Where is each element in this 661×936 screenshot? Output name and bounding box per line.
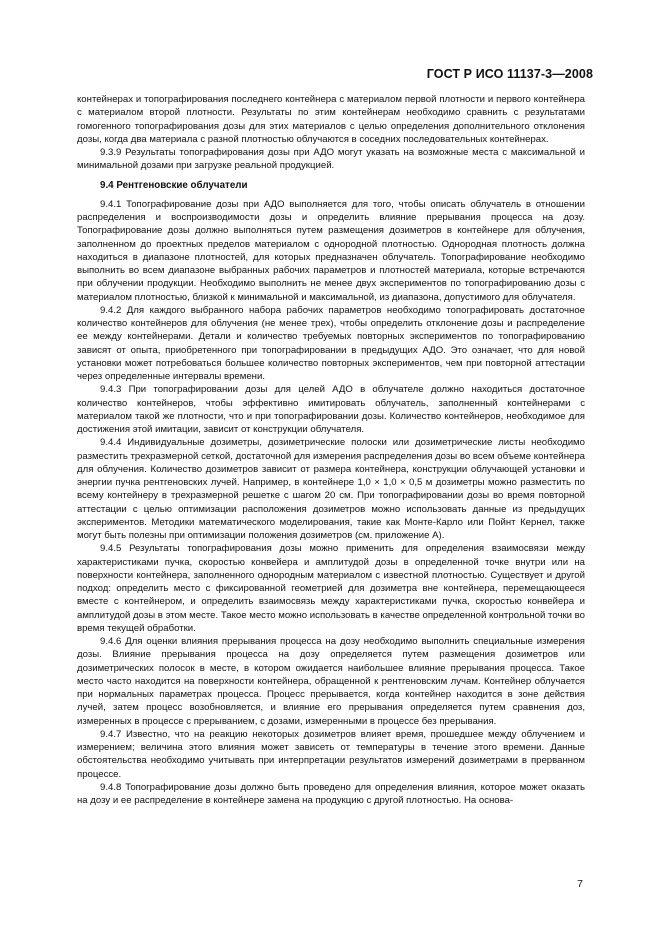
- paragraph-9-4-7: 9.4.7 Известно, что на реакцию некоторых дозиметров влияет время, прошедшее между облучением и измерением; величина этого влияния может зависеть от температуры в течение этого времени. Данные обстоятельства необходимо учитывать при интерпретации результатов измерений дозиметрами в прерванном процессе.: [77, 728, 585, 780]
- page-number: 7: [577, 878, 583, 890]
- paragraph-9-4-8: 9.4.8 Топографирование дозы должно быть проведено для определения влияния, которое может оказать на дозу и ее распределение в контейнере замена на продукцию с другой плотностью. На основа-: [77, 781, 585, 806]
- standard-header: ГОСТ Р ИСО 11137-3—2008: [426, 67, 593, 81]
- paragraph-9-4-5: 9.4.5 Результаты топографирования дозы можно применить для определения взаимосвязи между характеристиками пучка, скоростью конвейера и амплитудой дозы в определенной точке внутри или на поверхности контейнера, заполненного однородным материалом с известной плотностью. Существует и другой подход: определить место с фиксированной геометрией для дозиметра вне контейнера, перемещающееся вместе с контейнером, и определить взаимосвязь между характеристиками пучка, скоростью конвейера и амплитудой дозы в этом месте. Такое место можно использовать в качестве определенной контрольной точки во время текущей обработки.: [77, 543, 585, 634]
- section-heading-9-4: 9.4 Рентгеновские облучатели: [100, 179, 248, 191]
- paragraph-9-4-3: 9.4.3 При топографировании дозы для целей АДО в облучателе должно находиться достаточное количество контейнеров, чтобы эффективно имитировать облучатель, заполненный контейнерами с материалом такой же плотности, что и при топографировании дозы. Количество контейнеров, необходимое для достижения этой имитации, зависит от конструкции облучателя.: [77, 384, 585, 435]
- paragraph-9-4-1: 9.4.1 Топографирование дозы при АДО выполняется для того, чтобы описать облучатель в отношении распределения и воспроизводимости дозы и определить влияние прерывания процесса на дозу. Топографирование дозы должно выполняться путем размещения дозиметров в контейнере для облучения, заполненном до проектных пределов материалом с однородной плотностью. Однородная плотность должна находиться в диапазоне плотностей, для которых предназначен облучатель. Топографирование необходимо выполнить во всем диапазоне выбранных рабочих параметров и плотностей материала, которые встречаются при облучении продукции. Необходимо выполнить не менее двух экспериментов по топографированию дозы с материалом плотностью, близкой к минимальной и максимальной, из диапазона, допустимого для облучателя.: [77, 198, 585, 303]
- document-body: [77, 93, 585, 807]
- paragraph-9-4-6: 9.4.6 Для оценки влияния прерывания процесса на дозу необходимо выполнить специальные измерения дозы. Влияние прерывания процесса на дозу определяется путем размещения дозиметров или дозиметрических полосок в месте, в котором ожидается наибольшее влияние прерывания процесса. Такое место часто находится на поверхности контейнера, обращенной к рентгеновским лучам. Контейнер облучается при нормальных параметрах процесса. Процесс прерывается, когда контейнер находится в зоне действия лучей, затем процесс возобновляется, и влияние его прерывания определяется путем сравнения доз, измеренных в процессе с прерыванием, с дозами, измеренными в процессе без прерывания.: [77, 636, 585, 727]
- paragraph-9-4-4: 9.4.4 Индивидуальные дозиметры, дозиметрические полоски или дозиметрические листы необходимо разместить трехразмерной сеткой, достаточной для измерения распределения дозы во всем объеме контейнера для облучения. Количество дозиметров зависит от размера контейнера, конструкции облучающей установки и энергии пучка рентгеновских лучей. Например, в контейнере 1,0 × 1,0 × 0,5 м дозиметры можно разместить по всему контейнеру в трехразмерной решетке с шагом 20 см. При топографировании дозы во время повторной аттестации с целью оптимизации расположения дозиметров можно использовать данные из предыдущих экспериментов. Методики математического моделирования, такие как Монте-Карло или Пойнт Кернел, также могут быть полезны при оптимизации положения дозиметров (см. приложение А).: [77, 437, 585, 541]
- paragraph-9-3-9: 9.3.9 Результаты топографирования дозы при АДО могут указать на возможные места с максимальной и минимальной дозами при загрузке реальной продукцией.: [77, 147, 585, 172]
- paragraph-continuation: контейнерах и топографирования последнего контейнера с материалом первой плотности и первого контейнера с материалом второй плотности. Результаты по этим контейнерам необходимо сравнить с результатами гомогенного топографирования дозы для этих материалов с целью определения дополнительного отклонения дозы, когда два материала с разной плотностью облучаются в соседних последовательных контейнерах.: [77, 94, 585, 145]
- paragraph-9-4-2: 9.4.2 Для каждого выбранного набора рабочих параметров необходимо топографировать достаточное количество контейнеров для облучения (не менее трех), чтобы определить отклонение дозы и распределение ее между контейнерами. Детали и количество требуемых повторных экспериментов по топографированию зависят от опыта, приобретенного при топографировании в предыдущих АДО. Это означает, что для новой установки может потребоваться большее количество повторных экспериментов, чем при повторной аттестации через определенные интервалы времени.: [77, 304, 585, 382]
